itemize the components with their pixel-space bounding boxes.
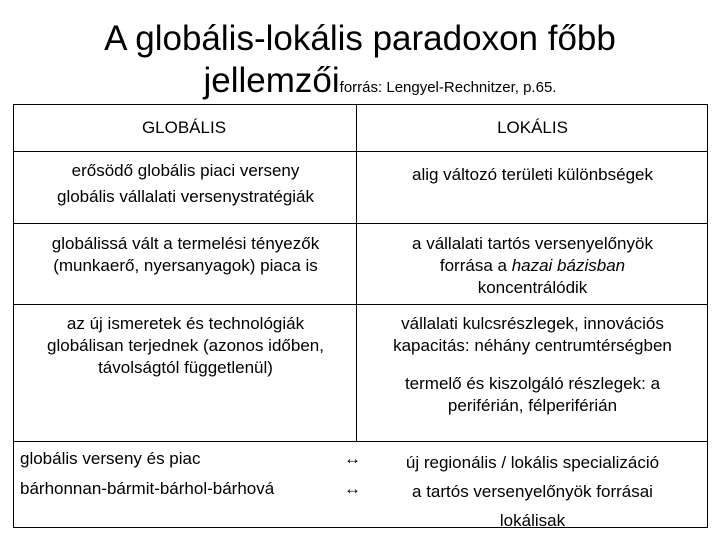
row2-global: globálissá vált a termelési tényezők (munkaerő, nyersanyagok) piaca is xyxy=(51,234,320,275)
double-arrow-icon: ↔ xyxy=(344,449,361,468)
bottom-local: új regionális / lokális specializáció a tartós versenyelőnyök forrásai lokálisak xyxy=(405,453,660,530)
row-divider xyxy=(14,304,707,305)
header-local: LOKÁLIS xyxy=(497,118,568,137)
bottom-global-line-1: globális verseny és piac xyxy=(20,449,201,468)
row-divider xyxy=(14,441,707,442)
row2-local: a vállalati tartós versenyelőnyök forrása a hazai bázisban koncentrálódik xyxy=(412,234,653,297)
double-arrow-icon: ↔ xyxy=(344,479,361,498)
row1-local: alig változó területi különbségek xyxy=(412,165,653,184)
title-line-1: A globális-lokális paradoxon főbb xyxy=(104,19,616,58)
row3-local: vállalati kulcsrészlegek, innovációs kapacitás: néhány centrumtérségben termelő és kiszolgáló részlegek: a periférián, félperiférián xyxy=(393,314,672,415)
row1-global: erősödő globális piaci verseny globális vállalati versenystratégiák xyxy=(56,161,315,206)
slide-title xyxy=(0,18,720,109)
source-citation: forrás: Lengyel-Rechnitzer, p.65. xyxy=(339,79,557,96)
bottom-global-line-2: bárhonnan-bármit-bárhol-bárhová xyxy=(20,479,275,498)
header-global: GLOBÁLIS xyxy=(141,118,227,137)
row-divider xyxy=(14,151,707,152)
row-divider xyxy=(14,223,707,224)
emphasis-home-base: hazai bázisban xyxy=(511,256,626,275)
comparison-table xyxy=(13,104,708,528)
title-line-2: jellemzői xyxy=(203,61,340,100)
row3-global: az új ismeretek és technológiák globálisan terjednek (azonos időben, távolságtól függetlenül) xyxy=(47,314,324,377)
